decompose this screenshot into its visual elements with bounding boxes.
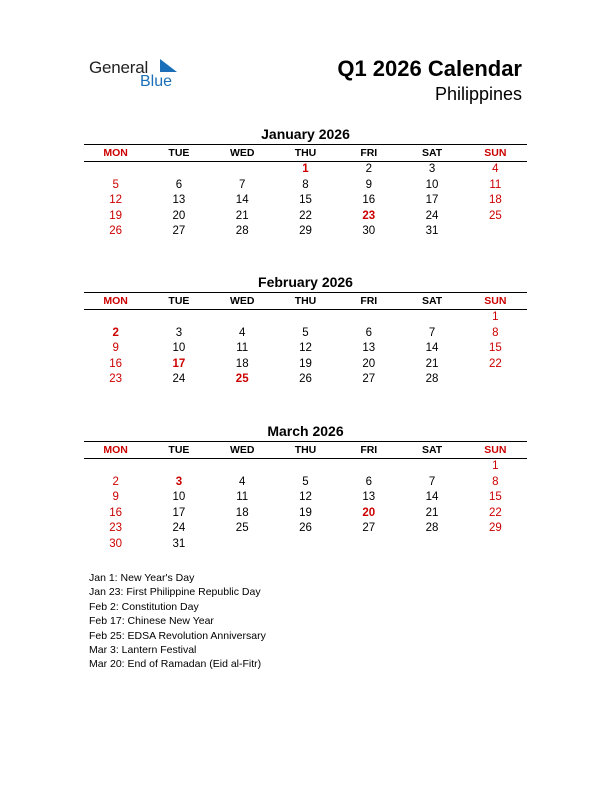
- week-row: [84, 490, 527, 506]
- month-title: March 2026: [267, 423, 344, 439]
- day-cell: 2: [112, 326, 119, 339]
- day-cell: 11: [236, 342, 249, 355]
- weekday-header: SAT: [421, 147, 443, 159]
- logo-triangle-icon: [158, 58, 178, 74]
- month-block-january: [84, 125, 527, 240]
- weekday-header: WED: [229, 147, 255, 159]
- day-cell: 20: [362, 357, 376, 370]
- day-cell: 5: [112, 178, 119, 191]
- day-cell: [84, 162, 147, 178]
- holiday-item: Mar 20: End of Ramadan (Eid al-Fitr): [89, 658, 262, 671]
- day-cell: 3: [175, 326, 183, 339]
- day-cell: 7: [428, 326, 436, 339]
- week-row: [84, 475, 527, 491]
- holiday-item: Feb 2: Constitution Day: [89, 600, 199, 613]
- weekday-header: TUE: [168, 147, 190, 159]
- weekday-header: SUN: [484, 444, 507, 456]
- day-cell: 26: [299, 373, 312, 386]
- month-block-march: [84, 422, 527, 553]
- weekday-header-row: [84, 442, 527, 458]
- day-cell: 17: [425, 194, 439, 207]
- day-cell: 4: [492, 163, 499, 175]
- day-cell: [400, 459, 463, 475]
- day-cell: 3: [428, 163, 436, 175]
- day-cell: 29: [488, 522, 502, 535]
- weekday-header-row: [84, 293, 527, 309]
- day-cell: 4: [239, 475, 246, 488]
- day-cell: 25: [235, 373, 249, 386]
- day-cell: 13: [172, 194, 186, 207]
- logo-word-general: General: [89, 58, 149, 77]
- weekday-header: WED: [229, 444, 255, 456]
- day-cell: [84, 310, 147, 326]
- day-cell: 22: [299, 209, 312, 222]
- day-cell: 15: [488, 491, 502, 504]
- day-cell: 19: [299, 357, 312, 370]
- week-row: [84, 372, 527, 388]
- weekday-header: THU: [294, 295, 317, 307]
- day-cell: 20: [362, 506, 376, 519]
- day-cell: 17: [172, 357, 186, 370]
- day-cell: 8: [492, 475, 499, 488]
- weekday-header: WED: [229, 295, 255, 307]
- day-cell: 14: [235, 194, 249, 207]
- day-cell: 1: [492, 311, 499, 323]
- logo-word-blue: Blue: [140, 73, 173, 90]
- day-cell: [84, 459, 147, 475]
- week-row: [84, 326, 527, 342]
- weekday-header: FRI: [360, 295, 378, 307]
- week-row: [84, 459, 527, 475]
- day-cell: 25: [488, 209, 502, 222]
- day-cell: 31: [425, 225, 439, 238]
- day-cell: 20: [172, 209, 186, 222]
- day-cell: 10: [172, 491, 186, 504]
- day-cell: 29: [299, 225, 312, 238]
- week-row: [84, 537, 527, 553]
- weekday-header: SUN: [484, 295, 507, 307]
- day-cell: 23: [109, 373, 123, 386]
- day-cell: 1: [302, 163, 309, 175]
- day-cell: 17: [172, 506, 186, 519]
- holiday-list: [89, 571, 266, 672]
- day-cell: [147, 459, 210, 475]
- day-cell: 10: [425, 178, 439, 191]
- day-cell: 27: [362, 522, 376, 535]
- day-cell: 24: [425, 209, 439, 222]
- day-cell: 9: [112, 491, 119, 504]
- day-cell: [211, 310, 274, 326]
- weekday-header-row: [84, 145, 527, 161]
- day-cell: [464, 372, 527, 388]
- day-cell: [211, 459, 274, 475]
- day-cell: 27: [172, 225, 186, 238]
- day-cell: 16: [362, 194, 376, 207]
- day-cell: 12: [299, 491, 312, 504]
- day-cell: 8: [492, 326, 499, 339]
- week-row: [84, 193, 527, 209]
- day-cell: 13: [362, 342, 376, 355]
- day-cell: 22: [488, 357, 502, 370]
- day-cell: 19: [299, 506, 312, 519]
- day-cell: 12: [299, 342, 312, 355]
- day-cell: 8: [302, 178, 309, 191]
- day-cell: 23: [362, 209, 376, 222]
- day-cell: 2: [365, 163, 372, 175]
- day-cell: 14: [425, 342, 439, 355]
- holiday-item: Feb 25: EDSA Revolution Anniversary: [89, 629, 266, 642]
- day-cell: 11: [489, 178, 502, 191]
- weekday-header: TUE: [168, 444, 190, 456]
- day-cell: 6: [365, 475, 372, 488]
- month-block-february: [84, 273, 527, 388]
- day-cell: 7: [428, 475, 436, 488]
- day-cell: 28: [235, 225, 249, 238]
- week-row: [84, 209, 527, 225]
- page-subtitle: Philippines: [434, 84, 522, 104]
- weekday-header: MON: [103, 444, 128, 456]
- day-cell: [274, 310, 337, 326]
- weekday-header: SAT: [421, 295, 443, 307]
- week-row: [84, 310, 527, 326]
- week-row: [84, 506, 527, 522]
- day-cell: [211, 162, 274, 178]
- day-cell: 2: [112, 475, 119, 488]
- day-cell: 26: [299, 522, 312, 535]
- day-cell: 24: [172, 522, 186, 535]
- week-row: [84, 178, 527, 194]
- weekday-header: SUN: [484, 147, 507, 159]
- day-cell: [274, 459, 337, 475]
- day-cell: 11: [236, 491, 249, 504]
- day-cell: 21: [425, 506, 439, 519]
- day-cell: 9: [112, 342, 119, 355]
- weekday-header: MON: [103, 147, 128, 159]
- weekday-header: SAT: [421, 444, 443, 456]
- day-cell: 15: [488, 342, 502, 355]
- month-title: February 2026: [258, 274, 353, 290]
- weekday-header: THU: [294, 147, 317, 159]
- day-cell: 21: [235, 209, 249, 222]
- day-cell: 5: [302, 326, 309, 339]
- page-title: Q1 2026 Calendar: [337, 56, 522, 81]
- day-cell: [211, 537, 274, 553]
- day-cell: 23: [109, 522, 123, 535]
- day-cell: [400, 537, 463, 553]
- day-cell: [337, 459, 400, 475]
- day-cell: [337, 310, 400, 326]
- day-cell: 18: [488, 194, 502, 207]
- day-cell: [400, 310, 463, 326]
- day-cell: 18: [235, 506, 249, 519]
- holiday-item: Jan 1: New Year's Day: [89, 572, 195, 584]
- day-cell: 25: [235, 522, 249, 535]
- week-row: [84, 357, 527, 373]
- day-cell: 3: [175, 475, 183, 488]
- day-cell: 1: [492, 460, 499, 472]
- day-cell: 12: [109, 194, 123, 207]
- day-cell: 28: [425, 373, 439, 386]
- day-cell: 31: [172, 537, 186, 550]
- day-cell: 4: [239, 326, 246, 339]
- brand-logo: [89, 56, 189, 92]
- holiday-item: Jan 23: First Philippine Republic Day: [89, 586, 261, 599]
- day-cell: 30: [109, 537, 123, 550]
- day-cell: 27: [362, 373, 376, 386]
- weekday-header: FRI: [360, 147, 378, 159]
- day-cell: [464, 224, 527, 240]
- week-row: [84, 224, 527, 240]
- day-cell: 28: [425, 522, 439, 535]
- holiday-item: Feb 17: Chinese New Year: [89, 615, 214, 628]
- week-row: [84, 341, 527, 357]
- day-cell: 26: [109, 225, 123, 238]
- week-row: [84, 162, 527, 178]
- day-cell: 18: [235, 357, 249, 370]
- weekday-header: TUE: [168, 295, 190, 307]
- day-cell: 6: [175, 178, 183, 191]
- day-cell: [147, 310, 210, 326]
- day-cell: 7: [239, 178, 246, 191]
- weekday-header: THU: [294, 444, 317, 456]
- day-cell: [147, 162, 210, 178]
- day-cell: 22: [488, 506, 502, 519]
- day-cell: 15: [299, 194, 312, 207]
- holiday-item: Mar 3: Lantern Festival: [89, 644, 197, 657]
- weekday-header: FRI: [360, 444, 378, 456]
- month-title: January 2026: [261, 126, 350, 142]
- day-cell: 16: [109, 357, 123, 370]
- day-cell: 10: [172, 342, 186, 355]
- day-cell: 14: [425, 491, 439, 504]
- day-cell: 5: [302, 475, 309, 488]
- week-row: [84, 521, 527, 537]
- day-cell: 24: [172, 373, 186, 386]
- day-cell: [337, 537, 400, 553]
- day-cell: [464, 537, 527, 553]
- day-cell: 13: [362, 491, 376, 504]
- day-cell: 6: [365, 326, 372, 339]
- weekday-header: MON: [103, 295, 128, 307]
- day-cell: 30: [362, 225, 376, 238]
- day-cell: 16: [109, 506, 123, 519]
- day-cell: 21: [425, 357, 439, 370]
- day-cell: 9: [365, 178, 372, 191]
- day-cell: [274, 537, 337, 553]
- day-cell: 19: [109, 209, 123, 222]
